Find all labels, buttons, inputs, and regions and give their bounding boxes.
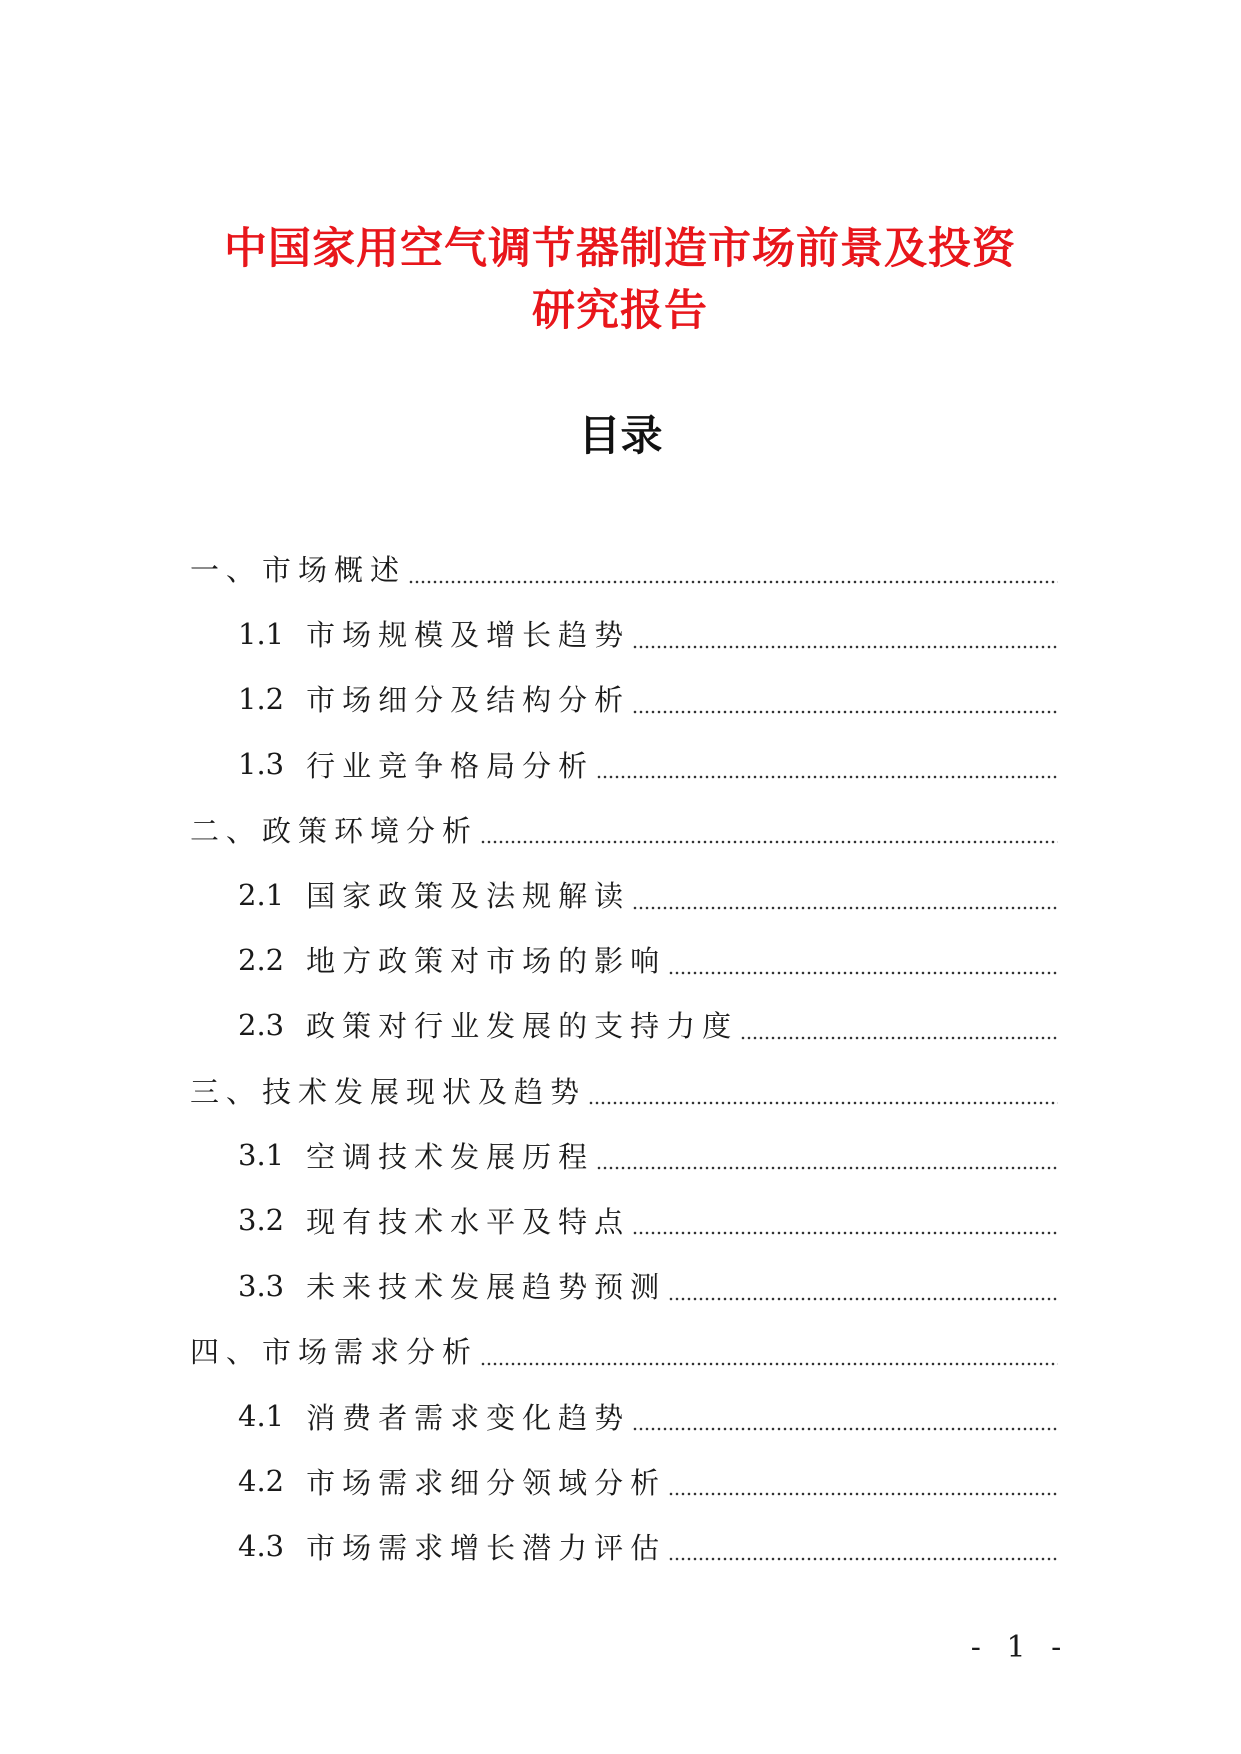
toc-entry-label: 市场规模及增长趋势 <box>306 618 631 653</box>
toc-entry-label: 现有技术水平及特点 <box>306 1204 631 1239</box>
toc-entry-number: 2.1 <box>238 877 285 912</box>
toc-entry-label: 市场需求增长潜力评估 <box>306 1530 667 1565</box>
dot-leader <box>596 762 1058 780</box>
toc-entry-4-3[interactable] <box>0 1514 1241 1579</box>
toc-entry-4-2[interactable] <box>0 1449 1241 1514</box>
toc-entry-3-2[interactable] <box>0 1188 1241 1253</box>
table-of-contents <box>0 536 1241 1579</box>
page-number: - 1 - <box>970 1630 1070 1665</box>
toc-entry-number: 4.1 <box>238 1399 285 1434</box>
toc-entry-number: 3.2 <box>238 1203 285 1238</box>
toc-entry-number: 4.2 <box>238 1464 285 1499</box>
toc-entry-label: 一、市场概述 <box>190 553 407 588</box>
toc-entry-label: 三、技术发展现状及趋势 <box>190 1074 587 1109</box>
toc-entry-label: 二、政策环境分析 <box>190 813 479 848</box>
toc-entry-label: 四、市场需求分析 <box>190 1335 479 1370</box>
dot-leader <box>480 1349 1058 1367</box>
toc-heading: 目录 <box>578 411 663 460</box>
dot-leader <box>480 827 1058 845</box>
dot-leader <box>596 1153 1058 1171</box>
toc-entry-4-1[interactable] <box>0 1383 1241 1448</box>
toc-entry-section-1[interactable] <box>0 536 1241 601</box>
toc-entry-number: 4.3 <box>238 1529 285 1564</box>
toc-entry-number: 1.3 <box>238 747 285 782</box>
toc-entry-2-3[interactable] <box>0 992 1241 1057</box>
toc-entry-label: 政策对行业发展的支持力度 <box>306 1009 739 1044</box>
dot-leader <box>668 958 1058 976</box>
toc-entry-section-4[interactable] <box>0 1318 1241 1383</box>
dot-leader <box>632 697 1058 715</box>
dot-leader <box>668 1479 1058 1497</box>
toc-entry-number: 1.1 <box>238 616 285 651</box>
toc-entry-number: 3.1 <box>238 1138 285 1173</box>
toc-entry-label: 地方政策对市场的影响 <box>306 944 667 979</box>
toc-entry-2-1[interactable] <box>0 862 1241 927</box>
toc-entry-label: 空调技术发展历程 <box>306 1139 595 1174</box>
toc-entry-1-1[interactable] <box>0 601 1241 666</box>
dot-leader <box>740 1023 1058 1041</box>
dot-leader <box>408 567 1058 585</box>
toc-entry-number: 3.3 <box>238 1268 285 1303</box>
toc-entry-label: 国家政策及法规解读 <box>306 879 631 914</box>
dot-leader <box>632 1414 1058 1432</box>
toc-entry-1-2[interactable] <box>0 666 1241 731</box>
toc-entry-label: 市场需求细分领域分析 <box>306 1465 667 1500</box>
toc-entry-label: 行业竞争格局分析 <box>306 748 595 783</box>
report-title-line-2: 研究报告 <box>532 286 708 336</box>
dot-leader <box>632 632 1058 650</box>
toc-entry-3-1[interactable] <box>0 1123 1241 1188</box>
report-title-line-1: 中国家用空气调节器制造市场前景及投资 <box>224 224 1016 274</box>
toc-entry-label: 未来技术发展趋势预测 <box>306 1270 667 1305</box>
toc-entry-1-3[interactable] <box>0 732 1241 797</box>
toc-entry-3-3[interactable] <box>0 1253 1241 1318</box>
toc-entry-section-3[interactable] <box>0 1058 1241 1123</box>
toc-entry-label: 消费者需求变化趋势 <box>306 1400 631 1435</box>
dot-leader <box>668 1284 1058 1302</box>
toc-entry-2-2[interactable] <box>0 927 1241 992</box>
dot-leader <box>668 1544 1058 1562</box>
toc-entry-number: 1.2 <box>238 681 285 716</box>
dot-leader <box>588 1088 1058 1106</box>
toc-entry-number: 2.3 <box>238 1007 285 1042</box>
toc-entry-section-2[interactable] <box>0 797 1241 862</box>
toc-entry-number: 2.2 <box>238 942 285 977</box>
dot-leader <box>632 1218 1058 1236</box>
dot-leader <box>632 893 1058 911</box>
toc-entry-label: 市场细分及结构分析 <box>306 683 631 718</box>
